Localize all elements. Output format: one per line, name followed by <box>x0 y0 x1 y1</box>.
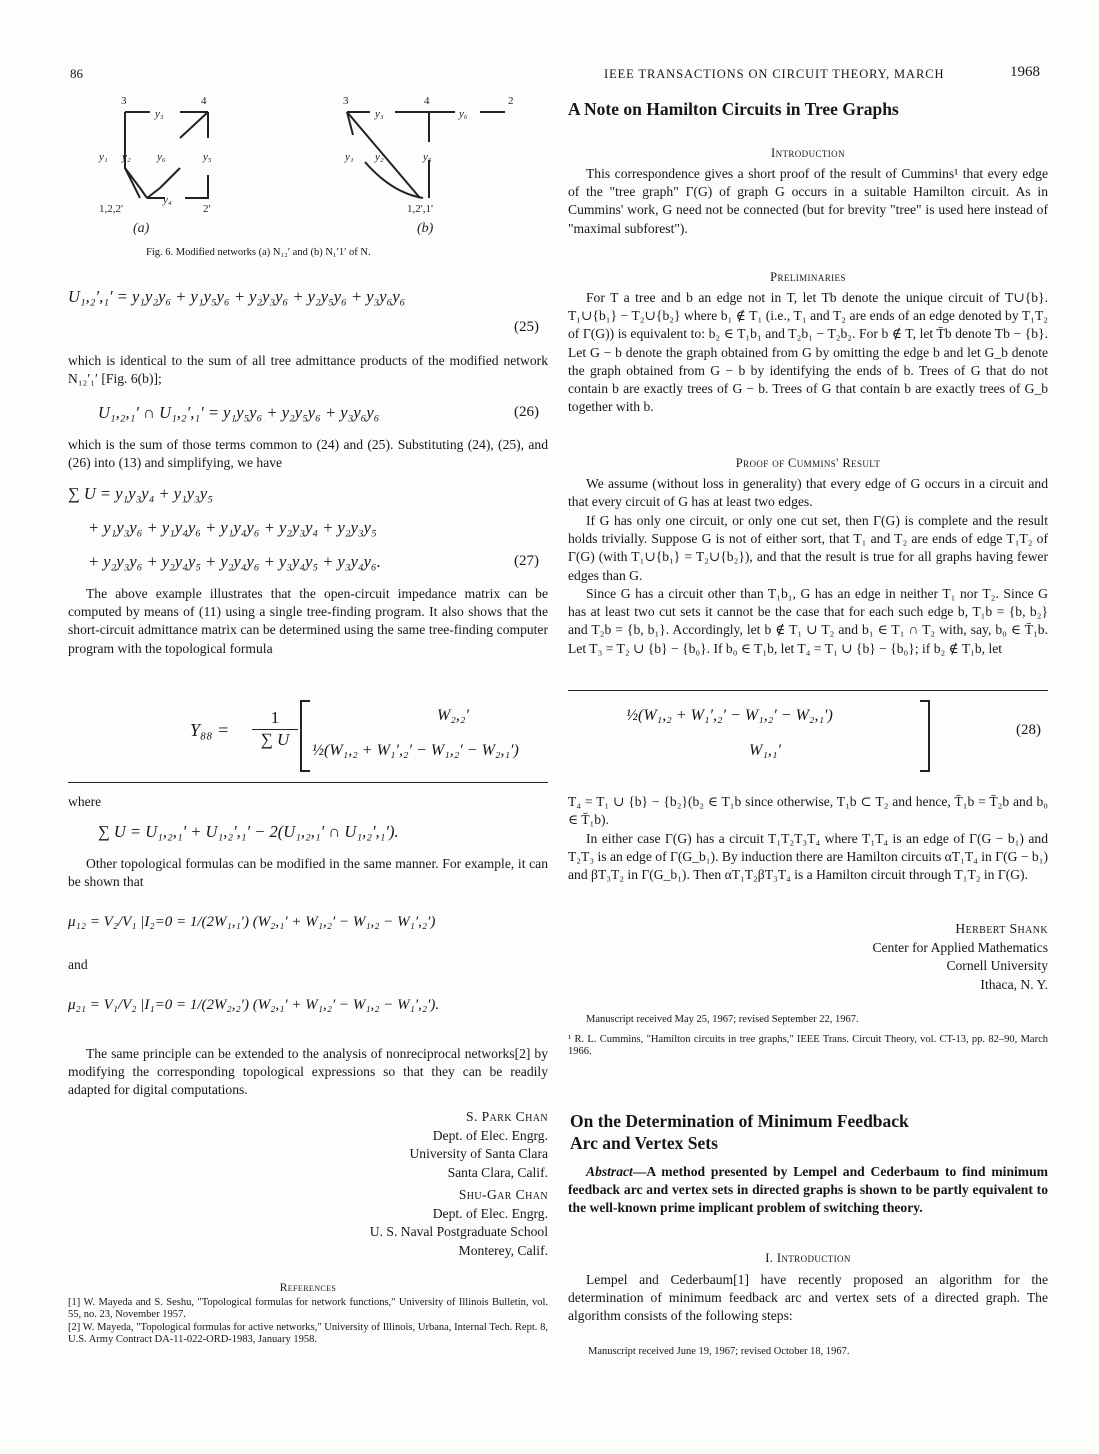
article-title-feedback-1: On the Determination of Minimum Feedback <box>570 1111 909 1131</box>
rule-below-eq28-left <box>68 782 548 783</box>
fig-b-y5: y₅ <box>423 151 432 163</box>
author-name: Herbert Shank <box>955 921 1048 936</box>
fig-a-y2: y₂ <box>122 151 131 163</box>
author-affiliation: Center for Applied Mathematics <box>872 939 1048 955</box>
fig-b-y6: y₆ <box>459 108 468 120</box>
reference-2: [2] W. Mayeda, "Topological formulas for active networks," University of Illinois, Urbana, Internal Tech. Rept. 8, U.S. Army Contract DA-11-022-ORD-1983, January 1958. <box>68 1322 548 1345</box>
equation-25: U₁,₂′,₁′ = y₁y₂y₆ + y₁y₅y₆ + y₂y₃y₆ + y₂y₅y₆ + y₃y₆y₆ <box>68 287 406 306</box>
paragraph-example: The above example illustrates that the open-circuit impedance matrix can be computed by means of (11) using a single tree-finding program. It also shows that the short-circuit admittance matrix can be determined using the same tree-finding computer program with the topological formula <box>68 586 548 656</box>
author-name: S. Park Chan <box>466 1109 548 1124</box>
equation-mu12: μ₁₂ = V₂/V₁ |I₂=0 = 1/(2W₁,₁′) (W₂,₁′ + W₁,₂′ − W₁,₂ − W₁′,₂′) <box>68 914 436 930</box>
fig-a-node-3: 3 <box>121 95 127 107</box>
reference-1: [1] W. Mayeda and S. Seshu, "Topological formulas for network functions," University of Illinois Bulletin, vol. 55, no. 23, November 1957. <box>68 1297 548 1320</box>
section-preliminaries: Preliminaries <box>770 270 846 284</box>
author-block-2 <box>300 1186 548 1260</box>
equation-26-number: (26) <box>514 404 539 420</box>
fig-a-bottom-right: 2' <box>203 203 211 215</box>
matrix-m21: ½(W₁,₂ + W₁′,₂′ − W₁,₂′ − W₂,₁′) <box>312 742 519 759</box>
fig-a-y1: y₁ <box>99 151 108 163</box>
equation-mu21: μ₂₁ = V₁/V₂ |I₁=0 = 1/(2W₂,₂′) (W₂,₁′ + W₁,₂′ − W₁,₂ − W₁′,₂′). <box>68 997 440 1013</box>
figure-6 <box>85 90 535 240</box>
article-title-hamilton: A Note on Hamilton Circuits in Tree Graphs <box>568 99 899 119</box>
author-block-shank <box>798 920 1048 994</box>
references-heading: References <box>279 1282 337 1294</box>
matrix-m12: ½(W₁,₂ + W₁′,₂′ − W₁,₂′ − W₂,₁′) <box>626 707 833 724</box>
paragraph-proof-3: Since G has a circuit other than T₁b₁, G has an edge in neither T₁ nor T₂. Since G has at least two cut sets it cannot be the case that for each such edge b, T₁b = {b, b₂} and T₂b = {b, b₁}. Accordingly, let b ∉ T₁ ∪ T₂ and b₁ ∈ T₁ ∩ T₂ with, say, b₀ ∈ T̄₁b. Let T₃ = T₂ ∪ {b} − {b₀}. If b₀ ∈ T₁b, let T₄ = T₁ ∪ {b} − {b₀}; if b₂ ∉ T₁b, let <box>568 586 1048 656</box>
fig-b-node-2: 2 <box>508 95 514 107</box>
equation-sum-u: ∑ U = U₁,₂,₁′ + U₁,₂′,₁′ − 2(U₁,₂,₁′ ∩ U₁,₂′,₁′). <box>98 822 399 841</box>
author-affiliation: Cornell University <box>946 958 1048 973</box>
paragraph-intro: This correspondence gives a short proof of the result of Cummins¹ that every edge of the "tree graph" Γ(G) of graph G occurs in a suitable Hamilton circuit. As in Cummins' work, G need not be connected (but for brevity "tree" is used here instead of "maximal subforest"). <box>568 166 1048 236</box>
matrix-right-bracket <box>920 700 930 772</box>
section-introduction: Introduction <box>771 146 845 160</box>
fig-b-y1: y₁ <box>345 151 354 163</box>
header-year: 1968 <box>1010 64 1040 80</box>
figure-caption: Fig. 6. Modified networks (a) N₁₂′ and (b) N₁′1′ of N. <box>146 247 371 258</box>
paragraph-substituting: which is the sum of those terms common to (24) and (25). Substituting (24), (25), and (26) into (13) and simplifying, we have <box>68 437 548 471</box>
paragraph-lempel: Lempel and Cederbaum[1] have recently proposed an algorithm for the determination of minimum feedback arc and vertex sets of a directed graph. The algorithm consists of the following steps: <box>568 1272 1048 1324</box>
paragraph-other-formulas: Other topological formulas can be modified in the same manner. For example, it can be shown that <box>68 856 548 890</box>
equation-27-line1: ∑ U = y₁y₃y₄ + y₁y₃y₅ <box>68 484 213 503</box>
fig-a-node-4: 4 <box>201 95 207 107</box>
author-block-1 <box>300 1108 548 1182</box>
abstract-label: Abstract <box>586 1164 633 1179</box>
author-affiliation: University of Santa Clara <box>409 1146 548 1161</box>
manuscript-note-1: Manuscript received May 25, 1967; revised September 22, 1967. <box>586 1014 859 1025</box>
equation-27-number: (27) <box>514 553 539 569</box>
page-number: 86 <box>70 66 83 81</box>
fig-a-y3: y₃ <box>155 108 164 120</box>
equation-27-line2: + y₁y₃y₆ + y₁y₄y₆ + y₁y₄y₆ + y₂y₃y₄ + y₂y₃y₅ <box>88 518 377 537</box>
paragraph-proof-1: We assume (without loss in generality) that every edge of G occurs in a circuit and that every circuit of G has at least two edges. <box>568 476 1048 510</box>
matrix-left-bracket <box>300 700 310 772</box>
equation-26: U₁,₂,₁′ ∩ U₁,₂′,₁′ = y₁y₅y₆ + y₂y₅y₆ + y₃y₆y₆ <box>98 403 380 422</box>
equation-25-number: (25) <box>514 319 539 335</box>
fig-b-bottom: 1,2',1' <box>407 203 433 215</box>
equation-28-frac-den: ∑ U <box>260 730 290 749</box>
fig-a-y6: y₆ <box>157 151 166 163</box>
equation-28-fraction <box>252 708 298 750</box>
author-name: Shu-Gar Chan <box>458 1187 548 1202</box>
paragraph-preliminaries: For T a tree and b an edge not in T, let Tb denote the unique circuit of T∪{b}. T₁∪{b₁} − T₂∪{b₂} where b₁ ∉ T₁ (i.e., T₁ and T₂ are ends of an edge denoted by T₁T₂ of Γ(G)) is equivalent to: b₂ ∈ T₁b₁ and T₂b₁ − T₂b₂. For b ∉ T, let T̄b denote Tb − {b}. Let G − b denote the graph obtained from G by omitting the edge b and let G_b denote the graph obtained from G − b by identifying the ends of b. Trees of G that do not contain b are exactly trees of G − b. Trees of G that contain b are exactly trees of G_b together with b. <box>568 290 1049 415</box>
abstract-text: —A method presented by Lempel and Cederbaum to find minimum feedback arc and vertex sets in directed graphs is shown to be partly equivalent to the well-known prime implicant problem of switching theory. <box>568 1164 1048 1216</box>
equation-28-lhs: Y₈₈ = <box>190 720 230 740</box>
running-header: IEEE TRANSACTIONS ON CIRCUIT THEORY, MARCH <box>604 67 945 81</box>
matrix-m22: W₁,₁′ <box>749 742 781 759</box>
author-affiliation: Santa Clara, Calif. <box>447 1164 548 1180</box>
section-proof: Proof of Cummins' Result <box>735 456 881 470</box>
manuscript-note-2: Manuscript received June 19, 1967; revised October 18, 1967. <box>588 1346 850 1357</box>
author-affiliation: Monterey, Calif. <box>458 1242 548 1258</box>
paragraph-proof-2: If G has only one circuit, or only one cut set, then Γ(G) is complete and the result holds trivially. Suppose G is not of either sort, that T₁ and T₂ are ends of edge T₁T₂ of Γ(G) (with T₁∪{b₁} = T₂∪{b₂}), and that the result is true for all graphs having fewer edges than G. <box>568 513 1048 583</box>
paragraph-nonreciprocal: The same principle can be extended to the analysis of nonreciprocal networks[2] by modifying the corresponding topological expressions so that they can be readily adapted for digital computations. <box>68 1046 548 1098</box>
equation-27-line3: + y₂y₃y₆ + y₂y₄y₅ + y₂y₄y₆ + y₃y₄y₅ + y₃y₄y₆. <box>88 552 381 571</box>
author-affiliation: Dept. of Elec. Engrg. <box>432 1205 548 1221</box>
paragraph-identical: which is identical to the sum of all tree admittance products of the modified network N₁₂′₁′ [Fig. 6(b)]; <box>68 353 548 387</box>
author-affiliation: U. S. Naval Postgraduate School <box>369 1224 548 1239</box>
paragraph-proof-5: In either case Γ(G) has a circuit T₁T₂T₃T₄ where T₁T₄ is an edge of Γ(G − b₁) and T₂T₃ is an edge of Γ(G_b₁). By induction there are Hamilton circuits αT₁T₄ in Γ(G − b₁) and βT₃T₂ in Γ(G_b₁). Then αT₁T₂βT₃T₄ is a Hamilton circuit through T₁T₂ in Γ(G). <box>568 831 1048 883</box>
fig-b-node-3: 3 <box>343 95 349 107</box>
fig-b-sublabel: (b) <box>417 221 434 236</box>
abstract <box>568 1163 1048 1218</box>
rule-above-eq28-right <box>568 690 1048 691</box>
fig-a-y5: y₅ <box>203 151 212 163</box>
where-label: where <box>68 794 102 809</box>
fig-a-bottom-left: 1,2,2' <box>99 203 123 215</box>
fig-b-y3: y₃ <box>375 108 384 120</box>
fig-a-y4: y₄ <box>163 194 172 206</box>
fig-a-sublabel: (a) <box>133 221 150 236</box>
matrix-m11: W₂,₂′ <box>437 707 469 724</box>
article-title-feedback-2: Arc and Vertex Sets <box>570 1133 718 1153</box>
section-I-introduction: I. Introduction <box>765 1251 851 1265</box>
and-label: and <box>68 957 88 972</box>
equation-28-frac-num: 1 <box>252 708 298 730</box>
footnote-cummins: ¹ R. L. Cummins, "Hamilton circuits in tree graphs," IEEE Trans. Circuit Theory, vol. CT-13, pp. 82–90, March 1966. <box>568 1034 1048 1057</box>
paragraph-proof-4: T₄ = T₁ ∪ {b} − {b₂}(b₂ ∈ T₁b since otherwise, T₁b ⊂ T₂ and hence, T̄₁b = T̄₂b and b₀ ∈ T̄₁b). <box>568 794 1048 828</box>
fig-b-node-4: 4 <box>424 95 430 107</box>
fig-b-y2: y₂ <box>375 151 384 163</box>
author-affiliation: Dept. of Elec. Engrg. <box>432 1127 548 1143</box>
equation-28-number: (28) <box>1016 722 1041 738</box>
author-affiliation: Ithaca, N. Y. <box>980 976 1048 992</box>
